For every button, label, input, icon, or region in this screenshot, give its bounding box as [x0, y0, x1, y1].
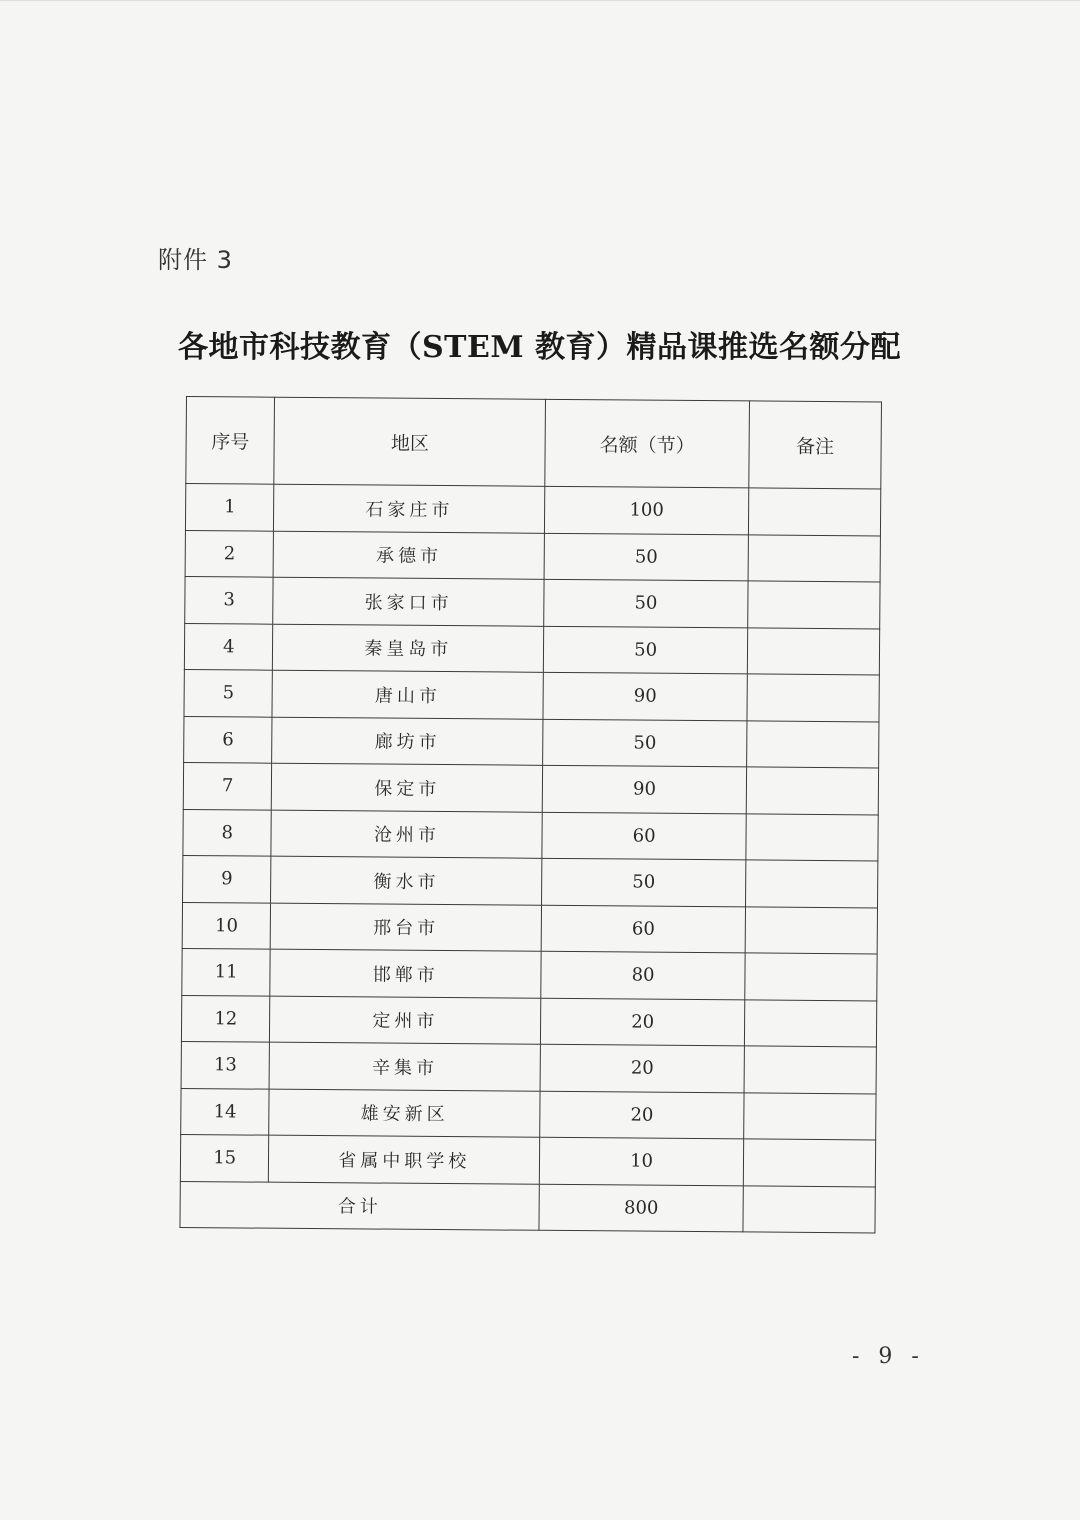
- cell-region: 衡水市: [271, 856, 542, 905]
- cell-seq: 14: [181, 1088, 270, 1135]
- cell-seq: 4: [184, 623, 273, 670]
- cell-seq: 10: [182, 902, 271, 949]
- cell-quota: 50: [544, 533, 748, 581]
- total-quota: 800: [539, 1184, 743, 1232]
- cell-remark: [747, 674, 879, 722]
- table-row: [185, 484, 880, 536]
- cell-seq: 2: [185, 530, 274, 577]
- cell-quota: 100: [545, 486, 749, 534]
- header-quota: 名额（节）: [545, 399, 749, 488]
- table-row: [182, 902, 877, 954]
- cell-region: 邯郸市: [270, 949, 541, 998]
- cell-region: 省属中职学校: [269, 1135, 540, 1184]
- cell-region: 张家口市: [273, 577, 544, 626]
- cell-remark: [743, 1139, 875, 1187]
- cell-remark: [744, 1092, 876, 1140]
- table-body: [180, 484, 880, 1187]
- table-row: [183, 809, 878, 861]
- cell-region: 石家庄市: [274, 484, 545, 533]
- cell-remark: [745, 906, 877, 954]
- cell-region: 秦皇岛市: [273, 624, 544, 673]
- table-row: [182, 948, 877, 1000]
- cell-seq: 11: [182, 948, 271, 995]
- cell-seq: 3: [185, 576, 274, 623]
- quota-allocation-table: [179, 396, 882, 1233]
- total-row: [180, 1181, 875, 1233]
- cell-remark: [748, 581, 880, 629]
- cell-region: 定州市: [270, 996, 541, 1045]
- cell-seq: 7: [183, 762, 272, 809]
- cell-seq: 6: [184, 716, 273, 763]
- cell-quota: 50: [543, 719, 747, 767]
- cell-quota: 10: [540, 1137, 744, 1185]
- header-seq: 序号: [186, 397, 275, 485]
- cell-remark: [746, 813, 878, 861]
- cell-quota: 80: [541, 951, 745, 999]
- cell-quota: 50: [544, 626, 748, 674]
- cell-region: 保定市: [272, 763, 543, 812]
- cell-region: 沧州市: [271, 810, 542, 859]
- total-label: 合计: [180, 1181, 540, 1230]
- cell-quota: 20: [540, 1091, 744, 1139]
- cell-quota: 90: [543, 672, 747, 720]
- cell-quota: 60: [541, 905, 745, 953]
- table-row: [181, 1041, 876, 1093]
- cell-remark: [745, 953, 877, 1001]
- cell-remark: [748, 488, 880, 536]
- cell-quota: 50: [542, 858, 746, 906]
- cell-seq: 13: [181, 1041, 270, 1088]
- table-row: [181, 1088, 876, 1140]
- table-row: [185, 530, 880, 582]
- cell-seq: 9: [183, 855, 272, 902]
- cell-quota: 60: [542, 812, 746, 860]
- cell-seq: 15: [180, 1134, 269, 1181]
- cell-remark: [744, 999, 876, 1047]
- total-remark: [743, 1185, 875, 1233]
- header-region: 地区: [274, 397, 545, 486]
- cell-region: 辛集市: [269, 1042, 540, 1091]
- cell-remark: [748, 534, 880, 582]
- table-row: [184, 669, 879, 721]
- table-row: [185, 576, 880, 628]
- document-title: 各地市科技教育（STEM 教育）精品课推选名额分配: [178, 330, 902, 365]
- cell-remark: [744, 1046, 876, 1094]
- cell-seq: 1: [185, 484, 274, 531]
- cell-region: 廊坊市: [272, 717, 543, 766]
- cell-seq: 12: [181, 995, 270, 1042]
- cell-quota: 50: [544, 579, 748, 627]
- table-row: [184, 716, 879, 768]
- cell-quota: 20: [541, 998, 745, 1046]
- cell-region: 雄安新区: [269, 1089, 540, 1138]
- cell-region: 邢台市: [271, 903, 542, 952]
- header-remark: 备注: [749, 401, 882, 489]
- table-row: [183, 762, 878, 814]
- table-row: [183, 855, 878, 907]
- cell-seq: 5: [184, 669, 273, 716]
- table-row: [180, 1134, 875, 1186]
- cell-remark: [747, 720, 879, 768]
- table-row: [181, 995, 876, 1047]
- cell-remark: [747, 627, 879, 675]
- cell-remark: [746, 767, 878, 815]
- cell-remark: [745, 860, 877, 908]
- table-header-row: [186, 397, 882, 489]
- attachment-label: 附件 3: [158, 246, 233, 274]
- cell-quota: 20: [540, 1044, 744, 1092]
- cell-seq: 8: [183, 809, 272, 856]
- cell-region: 唐山市: [272, 670, 543, 719]
- table-row: [184, 623, 879, 675]
- page-number: - 9 -: [852, 1344, 925, 1369]
- cell-region: 承德市: [274, 531, 545, 580]
- cell-quota: 90: [542, 765, 746, 813]
